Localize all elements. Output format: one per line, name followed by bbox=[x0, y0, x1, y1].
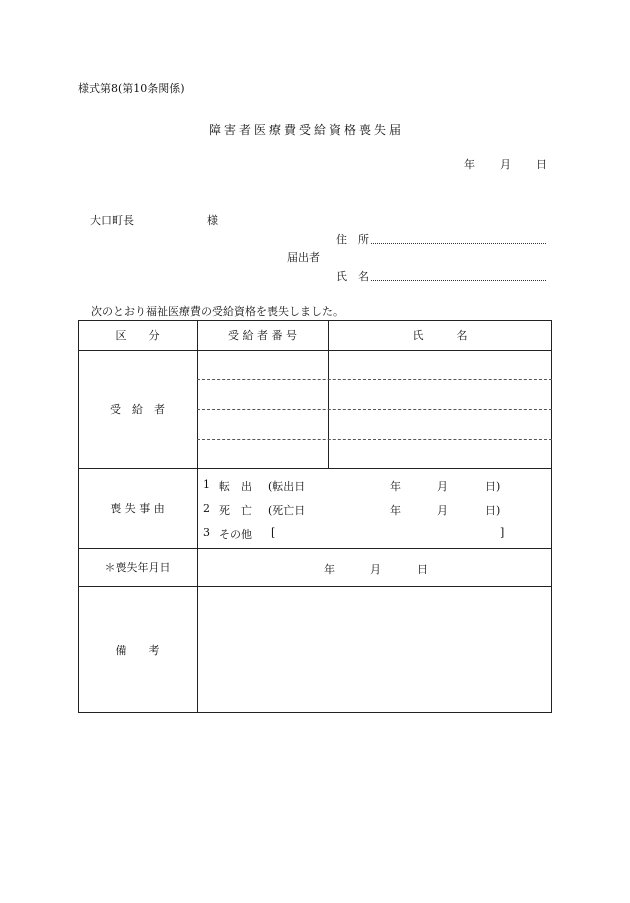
recipient-number-cell-4[interactable] bbox=[198, 440, 327, 467]
applicant-label: 届出者 bbox=[287, 251, 320, 264]
recipient-honorific: 様 bbox=[207, 214, 218, 227]
page-title: 障害者医療費受給資格喪失届 bbox=[209, 123, 405, 137]
loss-date-year: 年 bbox=[324, 563, 335, 576]
remarks-field[interactable] bbox=[198, 587, 551, 712]
row-label-remarks: 備 考 bbox=[115, 643, 160, 657]
date-year: 年 bbox=[464, 158, 475, 171]
recipient-number-cell-2[interactable] bbox=[198, 380, 327, 408]
reason-day: 日) bbox=[485, 504, 501, 517]
reason-label: 転 出 bbox=[219, 480, 252, 493]
reason-bracket-open: [ bbox=[271, 526, 276, 539]
recipient-number-cell-3[interactable] bbox=[198, 410, 327, 438]
recipient-number-cell-1[interactable] bbox=[198, 351, 327, 379]
date-month: 月 bbox=[500, 158, 511, 171]
header-category: 区 分 bbox=[115, 329, 160, 342]
date-day: 日 bbox=[536, 158, 547, 171]
reason-year: 年 bbox=[390, 480, 401, 493]
address-label: 住 所 bbox=[336, 233, 369, 246]
name-label: 氏 名 bbox=[336, 270, 369, 283]
recipient-name-cell-1[interactable] bbox=[329, 351, 551, 379]
address-field[interactable] bbox=[371, 243, 546, 244]
reason-detail: (死亡日 bbox=[268, 504, 306, 517]
reason-number: 2 bbox=[203, 502, 210, 515]
reason-bracket-close: ] bbox=[500, 526, 505, 539]
reason-month: 月 bbox=[437, 480, 448, 493]
recipient-name-cell-4[interactable] bbox=[329, 440, 551, 467]
reason-year: 年 bbox=[390, 504, 401, 517]
statement-text: 次のとおり福祉医療費の受給資格を喪失しました。 bbox=[91, 305, 344, 318]
recipient-name: 大口町長 bbox=[90, 214, 134, 227]
name-field[interactable] bbox=[371, 280, 546, 281]
row-label-reason: 喪 失 事 由 bbox=[110, 502, 165, 515]
header-recipient-number: 受 給 者 番 号 bbox=[228, 329, 297, 342]
loss-date-month: 月 bbox=[370, 563, 381, 576]
row-label-recipient: 受 給 者 bbox=[110, 403, 165, 416]
reason-label: 死 亡 bbox=[219, 504, 252, 517]
reason-day: 日) bbox=[485, 480, 501, 493]
reason-month: 月 bbox=[437, 504, 448, 517]
reason-number: 1 bbox=[203, 478, 210, 491]
header-name: 氏 名 bbox=[412, 329, 468, 342]
reason-detail: (転出日 bbox=[268, 480, 306, 493]
reason-number: 3 bbox=[203, 526, 210, 539]
recipient-name-cell-2[interactable] bbox=[329, 380, 551, 408]
reason-label: その他 bbox=[219, 528, 252, 541]
recipient-name-cell-3[interactable] bbox=[329, 410, 551, 438]
form-number: 様式第8(第10条関係) bbox=[78, 82, 185, 95]
row-label-loss-date: ＊喪失年月日 bbox=[104, 561, 171, 574]
loss-date-day: 日 bbox=[417, 563, 428, 576]
